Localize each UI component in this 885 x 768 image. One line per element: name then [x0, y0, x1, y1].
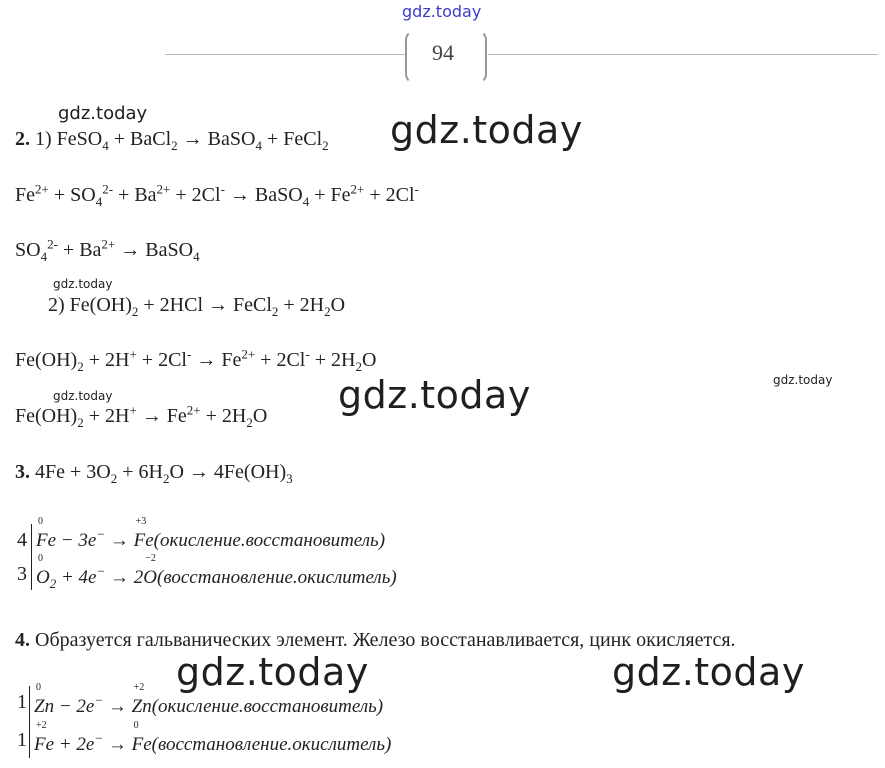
task4-line	[15, 628, 736, 652]
redox3-divider	[31, 524, 32, 590]
watermark-large-2: gdz.today	[338, 373, 531, 417]
task2-eq2-full-ionic: $Fe(OH)_2 + 2H^+ + 2Cl^- \to Fe^{2+} + 2Cl^- + 2H_2O$	[15, 346, 377, 374]
task2-part2-prefix: 2)	[48, 294, 65, 316]
redox3-coef-2: 3	[17, 563, 27, 585]
watermark-large-3: gdz.today	[176, 650, 369, 694]
redox3-half-1: Fe 0 − 3e− → Fe +3 (окисление.восстановитель)	[36, 516, 386, 551]
redox3-half-2: O 0 $_2$ + 4e− → 2O −2 (восстановление.окислитель)	[36, 553, 397, 591]
task2-eq2-short-ionic: $Fe(OH)_2 + 2H^+ \to Fe^{2+} + 2H_2O$	[15, 402, 268, 430]
task4-number: 4.	[15, 629, 30, 651]
redox4-half-1: Zn 0 − 2e− → Zn +2 (окисление.восстановитель)	[34, 682, 384, 717]
redox4-coef-2: 1	[17, 729, 27, 751]
watermark-tiny-1: gdz.today	[53, 277, 113, 291]
task2-number: 2.	[15, 128, 30, 150]
redox3-coef-1: 4	[17, 529, 27, 551]
watermark-tiny-3: gdz.today	[53, 389, 113, 403]
redox4-role-2: (восстановление.окислитель)	[151, 734, 392, 755]
task3-eq: 3. $4Fe + 3O_2 + 6H_2O \to 4Fe(OH)_3$	[15, 461, 293, 486]
watermark-large-1: gdz.today	[390, 108, 583, 152]
task2-eq2: 2) $Fe(OH)_2 + 2HCl$ → FeCl$_2$ + $2H_2O$	[48, 294, 346, 319]
watermark-small-1: gdz.today	[58, 103, 148, 124]
task3-number: 3.	[15, 461, 30, 483]
redox4-role-1: (окисление.восстановитель)	[151, 696, 384, 717]
redox4-coef-1: 1	[17, 691, 27, 713]
header-rule-right	[488, 54, 878, 55]
redox3-role-1: (окисление.восстановитель)	[153, 530, 386, 551]
task2-part1-prefix: 1)	[35, 128, 52, 150]
task2-eq1: 2. 1) FeSO$_4$ + BaCl$_2$ → BaSO$_4$ + FeCl$_2$	[15, 128, 329, 153]
redox4-divider	[29, 686, 30, 758]
watermark-top: gdz.today	[402, 2, 482, 21]
task4-text: Образуется гальванических элемент. Железо восстанавливается, цинк окисляется.	[35, 629, 736, 651]
redox4-half-2: Fe +2 + 2e− → Fe 0 (восстановление.окислитель)	[34, 720, 392, 755]
task2-eq1-full-ionic: $Fe^{2+} + SO_4^{2-} + Ba^{2+} + 2Cl^-$ → BaSO$_4$ + $Fe^{2+} + 2Cl^-$	[15, 181, 419, 209]
redox3-role-2: (восстановление.окислитель)	[157, 567, 397, 588]
task2-eq1-short-ionic: $SO_4^{2-} + Ba^{2+}$ → BaSO$_4$	[15, 236, 200, 264]
watermark-large-4: gdz.today	[612, 650, 805, 694]
page-number: 94	[432, 40, 454, 65]
header-rule-left	[165, 54, 405, 55]
watermark-tiny-2: gdz.today	[773, 373, 833, 387]
